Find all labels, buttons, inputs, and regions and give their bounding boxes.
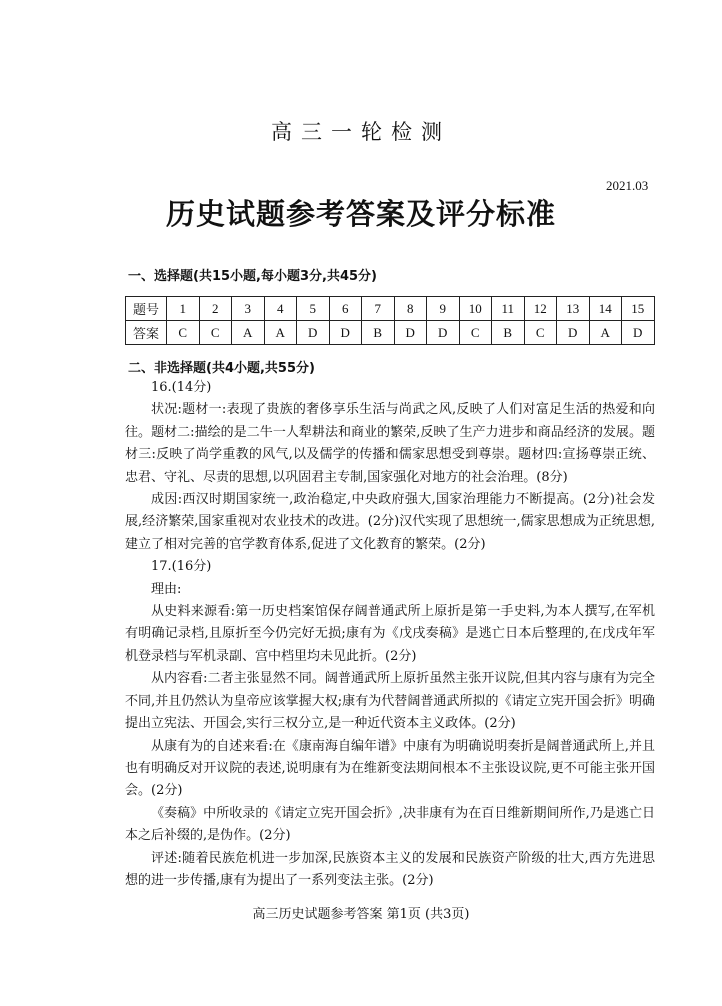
answer-cell: C — [524, 321, 557, 345]
answer-cell: A — [232, 321, 265, 345]
answer-cell: D — [427, 321, 460, 345]
answer-cell: D — [329, 321, 362, 345]
question-number: 12 — [524, 297, 557, 321]
question-number: 3 — [232, 297, 265, 321]
question-number: 14 — [589, 297, 622, 321]
question-number: 2 — [199, 297, 232, 321]
answer-cell: C — [199, 321, 232, 345]
question-number: 4 — [264, 297, 297, 321]
section2-title: 二、非选择题(共4小题,共55分) — [128, 361, 315, 376]
answer-cell: D — [297, 321, 330, 345]
answer-cell: B — [362, 321, 395, 345]
question-number: 7 — [362, 297, 395, 321]
answer-body — [125, 377, 655, 892]
answer-cell: A — [589, 321, 622, 345]
number-row — [126, 297, 655, 321]
question-number: 6 — [329, 297, 362, 321]
question-number: 1 — [167, 297, 200, 321]
answer-cell: B — [492, 321, 525, 345]
answer-cell: D — [394, 321, 427, 345]
number-row-label: 题号 — [126, 297, 167, 321]
q17-heading: 17.(16分) — [151, 559, 212, 575]
exam-date: 2021.03 — [606, 178, 649, 193]
section1-title: 一、选择题(共15小题,每小题3分,共45分) — [128, 269, 377, 284]
q17-paragraph: 评述:随着民族危机进一步加深,民族资本主义的发展和民族资产阶级的壮大,西方先进思想的进一步传播,康有为提出了一系列变法主张。(2分) — [125, 850, 655, 888]
q16-heading: 16.(14分) — [151, 380, 212, 395]
page-footer: 高三历史试题参考答案 第1页 (共3页) — [252, 907, 470, 922]
answer-cell: D — [557, 321, 590, 345]
answer-cell: C — [167, 321, 200, 345]
q17-reason-label: 理由: — [151, 581, 182, 597]
question-number: 13 — [557, 297, 590, 321]
page-title: 历史试题参考答案及评分标准 — [165, 197, 556, 231]
question-number: 11 — [492, 297, 525, 321]
answer-cell: D — [622, 321, 655, 345]
q16-paragraph: 状况:题材一:表现了贵族的奢侈享乐生活与尚武之风,反映了人们对富足生活的热爱和向往。题材二:描绘的是二牛一人犁耕法和商业的繁荣,反映了生产力进步和商品经济的发展。题材三:反映了尚学重教的风气,以及儒学的传播和儒家思想受到尊崇。题材四:宣扬尊崇正统、忠君、守礼、尽责的思想,以巩固君主专制,国家强化对地方的社会治理。(8分) — [125, 402, 655, 485]
answer-row-label: 答案 — [126, 321, 167, 345]
q17-paragraph: 从史料来源看:第一历史档案馆保存阔普通武所上原折是第一手史料,为本人撰写,在军机有明确记录档,且原折至今仍完好无损;康有为《戊戌奏稿》是逃亡日本后整理的,在戊戌年军机登录档与军机录副、宫中档里均未见此折。(2分) — [125, 604, 655, 664]
q17-paragraph: 《奏稿》中所收录的《请定立宪开国会折》,决非康有为在百日维新期间所作,乃是逃亡日本之后补缀的,是伪作。(2分) — [125, 805, 655, 844]
q17-paragraph: 从内容看:二者主张显然不同。阔普通武所上原折虽然主张开议院,但其内容与康有为完全不同,并且仍然认为皇帝应该掌握大权;康有为代替阔普通武所拟的《请定立宪开国会折》明确提出立宪法、开国会,实行三权分立,是一种近代资本主义政体。(2分) — [125, 671, 655, 732]
top-title: 高三一轮检测 — [271, 120, 451, 144]
q17-paragraph: 从康有为的自述来看:在《康南海自编年谱》中康有为明确说明奏折是阔普通武所上,并且也有明确反对开议院的表述,说明康有为在维新变法期间根本不主张设议院,更不可能主张开国会。(2分) — [125, 738, 655, 799]
q16-paragraph: 成因:西汉时期国家统一,政治稳定,中央政府强大,国家治理能力不断提高。(2分)社会发展,经济繁荣,国家重视对农业技术的改进。(2分)汉代实现了思想统一,儒家思想成为正统思想,建立了相对完善的官学教育体系,促进了文化教育的繁荣。(2分) — [125, 492, 655, 552]
answer-cell: A — [264, 321, 297, 345]
answer-row — [126, 321, 655, 345]
question-number: 8 — [394, 297, 427, 321]
question-number: 5 — [297, 297, 330, 321]
answer-cell: C — [459, 321, 492, 345]
question-number: 15 — [622, 297, 655, 321]
question-number: 9 — [427, 297, 460, 321]
answer-table — [125, 296, 655, 345]
question-number: 10 — [459, 297, 492, 321]
